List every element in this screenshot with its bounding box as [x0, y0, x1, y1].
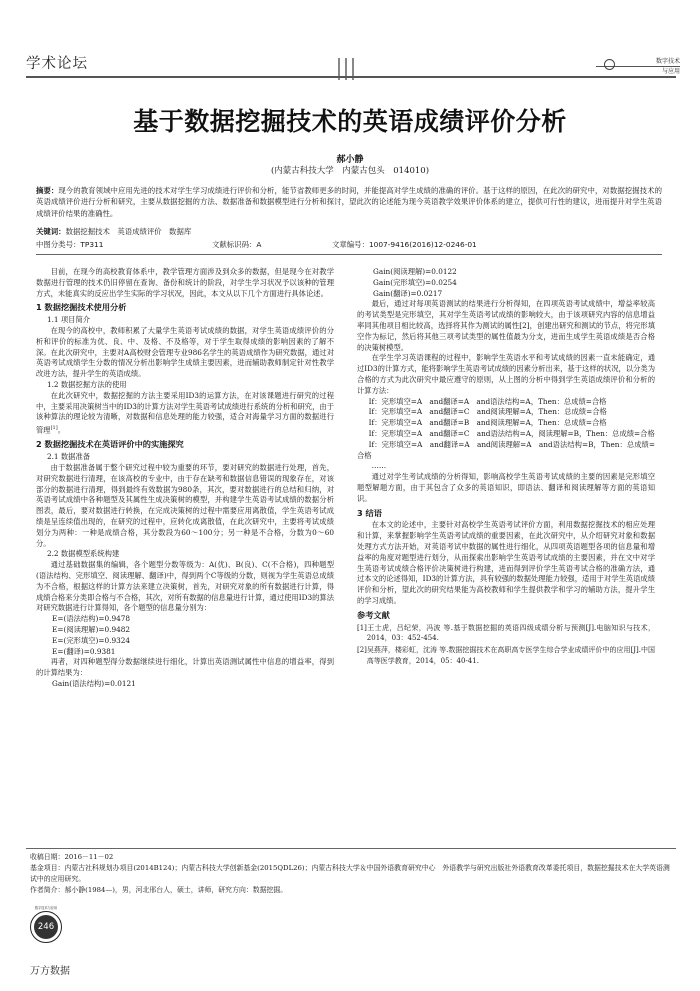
- gain-line: Gain(语法结构)=0.0121: [52, 678, 136, 688]
- author-bio: 作者简介：郝小静(1984—)，男，河北邢台人，硕士，讲师，研究方向：数据挖掘。: [30, 886, 288, 894]
- clc-number: 中图分类号：TP311: [36, 240, 104, 249]
- journal-logo: [596, 57, 680, 83]
- left-column: [36, 267, 334, 690]
- section-1-2-paragraph: [36, 391, 334, 437]
- section-1-heading: 1 数据挖掘技术使用分析: [36, 302, 127, 313]
- section-2-2-text: 通过基础数据集的编辑，各个题型分数等级为：A(优)、B(良)、C(不合格)，四种题型(语法结构、完形填空、阅读理解、翻译)中，得到两个C等级的分数，则视为学生英语总成绩为不合格，根据这样的计算方法来建立决策树，首先，对研究对象的所有数据进行计算，得成绩合格来分类即合格与不合格，其次，对所有数据的信息量进行计算，通过使用ID3的算法对研究数据进行计算得知，各个题型的信息量分别为：: [36, 560, 334, 613]
- journal-logo-icon: [604, 59, 615, 70]
- decision-rule: If：完形填空=A and翻译=A and语法结构=A，Then：总成绩=合格: [368, 396, 607, 406]
- header-rule: [26, 76, 676, 78]
- section-1-2-text: 在此次研究中，数据挖掘的方法主要采用ID3的运算方法，在对该课题进行研究的过程中，主要采用决策树当中的ID3的计算方法对学生英语考试成绩进行系统的分析和研究，由于该种算法的理论较为清晰，对数据和信息处理的能力较强，适合对海量学习方面的数据进行管理: [36, 390, 334, 435]
- column-name: 学术论坛: [26, 56, 88, 72]
- reference-item: [1]王士虎，吕纪荣，冯波 等.基于数据挖掘的英语四级成绩分析与预测[J].电脑知识与技术，2014，03：452-454.: [357, 623, 655, 642]
- intro-paragraph: 目前，在现今的高校教育体系中，教学管理方面涉及到众多的数据，但是现今在对教学数据进行管理的技术仍旧停留在查询、备份和统计的阶段，对学生学习状况予以该种的管理方式，未能真实的反应出学生实际的学习状况，因此，本文从以下几个方面进行具体论述。: [36, 267, 334, 298]
- section-3-heading: 3 结语: [357, 507, 382, 518]
- article-title: 基于数据挖掘技术的英语成绩评价分析: [133, 107, 567, 136]
- page-number: 246: [34, 915, 58, 939]
- decision-rule: If：完形填空=A and翻译=B and阅读理解=A，Then：总成绩=合格: [368, 418, 607, 428]
- entropy-line: E=(完形填空)=0.9324: [52, 635, 131, 645]
- decision-rule: If：完形填空=A and翻译=C and语法结构=A，阅读理解=B，Then：总成绩=合格: [368, 428, 655, 438]
- analysis-paragraph-3: 通过对学生考试成绩的分析得知，影响高校学生英语考试成绩的主要的因素是完形填空题型解题方面，由于其包含了众多的英语知识，即语法、翻译和阅读理解等方面的英语知识。: [357, 472, 655, 503]
- publisher-watermark: 万方数据: [30, 966, 70, 977]
- keywords-text: 数据挖掘技术 英语成绩评价 数据库: [65, 227, 192, 236]
- keywords-label: 关键词：: [36, 227, 66, 236]
- received-date: 收稿日期：2016－11－02: [30, 853, 114, 861]
- section-1-1-heading: 1.1 项目简介: [46, 315, 91, 325]
- fund-note: 基金项目：内蒙古社科规划办项目(2014B124)；内蒙古科技大学创新基金(2015QDL26)；内蒙古科技大学＆中国外语教育研究中心 外语教学与研究出版社外语教育改革委托项目，数据挖掘技术在大学英语测试中的应用研究。: [30, 864, 670, 883]
- references-heading: 参考文献: [357, 609, 390, 620]
- keywords: [36, 226, 662, 237]
- badge-ring-text: 数字技术与应用: [34, 906, 58, 910]
- decision-rule: If：完形填空=A and翻译=C and阅读理解=A，Then：总成绩=合格: [368, 407, 607, 417]
- reference-list: [357, 623, 655, 667]
- reference-item: [2]吴燕萍，楼彩虹，沈涛 等.数据挖掘技术在高职高专医学生综合学业成绩评价中的应用[J].中国高等医学教育，2014，05：40-41.: [357, 646, 655, 665]
- logo-line1: 数字技术: [655, 58, 680, 65]
- abstract-label: 摘要：: [36, 186, 59, 195]
- gain-line: Gain(翻译)=0.0217: [373, 288, 443, 298]
- analysis-paragraph-2: 在学生学习英语课程的过程中，影响学生英语水平和考试成绩的因素一直未能确定，通过ID3的计算方式，能将影响学生英语考试成绩的因素分析出来，基于这样的状况，以分类为合格的方式为此次研究中最应遵守的原则，从上图的分析中得到学生英语成绩评价和分析的计算方法：: [357, 353, 655, 395]
- logo-line2: 与应用: [596, 66, 680, 76]
- author-name: 郝小静: [336, 155, 364, 165]
- section-2-heading: 2 数据挖掘技术在英语评价中的实施探究: [36, 439, 184, 450]
- gain-line: Gain(阅读理解)=0.0122: [373, 267, 457, 276]
- gain-line: Gain(完形填空)=0.0254: [373, 277, 457, 287]
- analysis-paragraph-1: 最后，通过对每项英语测试的结果进行分析得知，在四项英语考试成绩中，增益率较高的考试类型是完形填空，其对学生英语考试成绩的影响较大，由于该项研究内容的信息增益率同其他项目相比较高，选择将其作为测试的属性[2]，创建出研究和测试的节点，将完形填空作为标记，然后将其他三项考试类型的属性值最为分支，进而生成学生英语成绩是否合格的决策树模型。: [357, 299, 655, 352]
- decision-rule: If：完形填空=A and翻译=A and阅读理解=A and语法结构=B，Then：总成绩=合格: [357, 439, 655, 460]
- right-column: [357, 267, 655, 666]
- footnote-separator: [26, 848, 676, 849]
- author-affiliation: (内蒙古科技大学 内蒙古包头 014010): [270, 166, 430, 176]
- entropy-line: E=(语法结构)=0.9478: [52, 614, 131, 624]
- section-2-2-text2: 再者，对四种题型得分数据继续进行细化，计算出英语测试属性中信息的增益率，得到的计算结果为：: [36, 657, 334, 678]
- ellipsis: ……: [371, 461, 387, 471]
- page-number-badge: [30, 906, 62, 943]
- section-2-1-heading: 2.1 数据准备: [46, 452, 91, 462]
- section-2-1-text: 由于数据准备属于整个研究过程中较为重要的环节，要对研究的数据进行处理，首先，对研究数据进行清理，在该高校的专业中，由于存在缺考和数据信息错误的现象存在，对该部分的数据进行清理，得到最终有效数据为980条，其次，要对数据进行的总结和归纳，对英语考试成绩中各种题型及其属性生成决策树的模型，并构建学生英语考试成绩的数据分析图表，最后，要对数据进行转换，在完成决策树的过程中需要应用离散值，学生英语考试成绩是呈连续值出现的，在研究的过程中，应转化成离散值，在此次研究中，主要将考试成绩划分为两种：一种是成绩合格，其分数段为60～100分；另一种是不合格，分数为0～60分。: [36, 462, 334, 548]
- section-1-2-end: 。: [57, 425, 65, 435]
- document-code: 文献标识码：A: [212, 240, 262, 249]
- abstract-separator: [36, 254, 662, 255]
- abstract-text: 现今的教育领域中应用先进的技术对学生学习成绩进行评价和分析，能节省教师更多的时间，并能提高对学生成绩的准确的评价。基于这样的原因，在此次的研究中，对数据挖掘技术的英语成绩评价进行分析和研究，主要从数据挖掘的方法、数据准备和数据模型进行分析和探讨，望此次的论述能为现今英语教学效果评价体系的建立，提供可行性的建议，进而提升对学生英语成绩评价结果的准确性。: [36, 186, 662, 218]
- conclusion-text: 在本文的论述中，主要针对高校学生英语考试评价方面，利用数据挖掘技术的相应处理和计算，来掌握影响学生英语考试成绩的重要因素，在此次研究中，从介绍研究对象和数据处理方式方法开始，对英语考试中数据的属性进行细化，从四项英语题型各项的信息量和增益率的角度对题型进行划分，从而探索出影响学生英语考试成绩的主要因素，并在文中对学生英语考试成绩合格评价决策树进行构建，进而得到评价学生英语考试合格的准确方法，通过本文的论述得知，ID3的计算方法，具有较强的数据处理能力较强，适用于对学生英语成绩评价和分析，望此次的研究结果能为高校教师和学生提供教学和学习的辅助方法，提升学生的学习成绩。: [357, 520, 655, 605]
- section-1-2-heading: 1.2 数据挖掘方法的使用: [46, 379, 127, 389]
- article-number: 文章编号：1007-9416(2016)12-0246-01: [332, 240, 477, 249]
- header-decoration: [338, 58, 359, 84]
- abstract: [36, 185, 662, 219]
- citation-1: [1]: [50, 425, 58, 432]
- section-2-2-heading: 2.2 数据模型系统构建: [46, 549, 120, 559]
- section-1-1-text: 在现今的高校中，教师积累了大量学生英语考试成绩的数据，对学生英语成绩评价的分析和评价的标准为优、良、中、及格、不及格等，对于学生取得成绩的影响因素的了解不深。在此次研究中，主要对A高校财会管理专业986名学生的英语成绩作为研究数据，通过对英语考试成绩学生分数的情况分析出影响学生成绩主要因素，进而辅助教师制定针对性教学改进方法，提升学生的英语成绩。: [36, 325, 334, 379]
- entropy-line: E=(阅读理解)=0.9482: [52, 624, 131, 634]
- entropy-line: E=(翻译)=0.9381: [52, 646, 116, 656]
